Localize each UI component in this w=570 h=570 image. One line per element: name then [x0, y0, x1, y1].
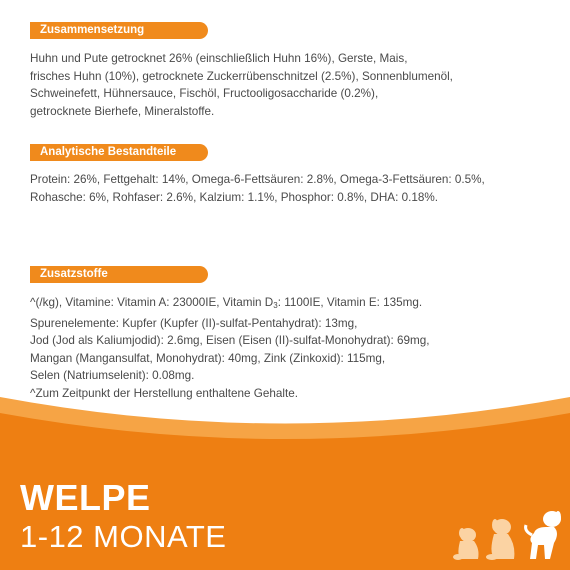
- zusatzstoffe-text: [30, 294, 550, 402]
- zusammensetzung-text: [30, 50, 550, 120]
- zusatzstoffe-line: Mangan (Mangansulfat, Monohydrat): 40mg, Zink (Zinkoxid): 115mg,: [30, 351, 386, 365]
- vitamine-text: ^(/kg), Vitamine: Vitamin A: 23000IE, Vitamin D: [30, 296, 274, 309]
- puppies-illustration: [450, 505, 570, 565]
- analytische-line: Rohasche: 6%, Rohfaser: 2.6%, Kalzium: 1.1%, Phosphor: 0.8%, DHA: 0.18%.: [30, 190, 438, 204]
- zusammensetzung-header: Zusammensetzung: [30, 22, 208, 39]
- zusammensetzung-line: Huhn und Pute getrocknet 26% (einschließlich Huhn 16%), Gerste, Mais,: [30, 52, 408, 65]
- vitamine-text-rest: : 1100IE, Vitamin E: 135mg.: [277, 296, 423, 309]
- zusatzstoffe-line: Spurenelemente: Kupfer (Kupfer (II)-sulfat-Pentahydrat): 13mg,: [30, 316, 358, 330]
- zusatzstoffe-line: ^Zum Zeitpunkt der Herstellung enthaltene Gehalte.: [30, 386, 298, 400]
- vitamin-d-subscript: 3: [273, 301, 278, 310]
- age-range-subtitle: 1-12 MONATE: [20, 519, 227, 554]
- analytische-bestandteile-header: Analytische Bestandteile: [30, 144, 208, 161]
- analytische-line: Protein: 26%, Fettgehalt: 14%, Omega-6-Fettsäuren: 2.8%, Omega-3-Fettsäuren: 0.5%,: [30, 173, 485, 186]
- age-group-title: WELPE: [20, 477, 151, 518]
- zusatzstoffe-line: [30, 294, 550, 315]
- zusatzstoffe-header: Zusatzstoffe: [30, 266, 208, 283]
- zusammensetzung-line: getrocknete Bierhefe, Mineralstoffe.: [30, 104, 215, 118]
- zusatzstoffe-line: Jod (Jod als Kaliumjodid): 2.6mg, Eisen (Eisen (II)-sulfat-Monohydrat): 69mg,: [30, 334, 430, 347]
- analytische-bestandteile-text: [30, 171, 550, 206]
- zusatzstoffe-line: Selen (Natriumselenit): 0.08mg.: [30, 369, 195, 382]
- puppy-sitting-icon: [453, 528, 479, 560]
- puppy-sitting-icon: [486, 519, 514, 560]
- puppy-standing-icon: [526, 511, 561, 559]
- zusammensetzung-line: frisches Huhn (10%), getrocknete Zuckerrübenschnitzel (2.5%), Sonnenblumenöl,: [30, 69, 453, 83]
- zusammensetzung-line: Schweinefett, Hühnersauce, Fischöl, Fructooligosaccharide (0.2%),: [30, 87, 379, 100]
